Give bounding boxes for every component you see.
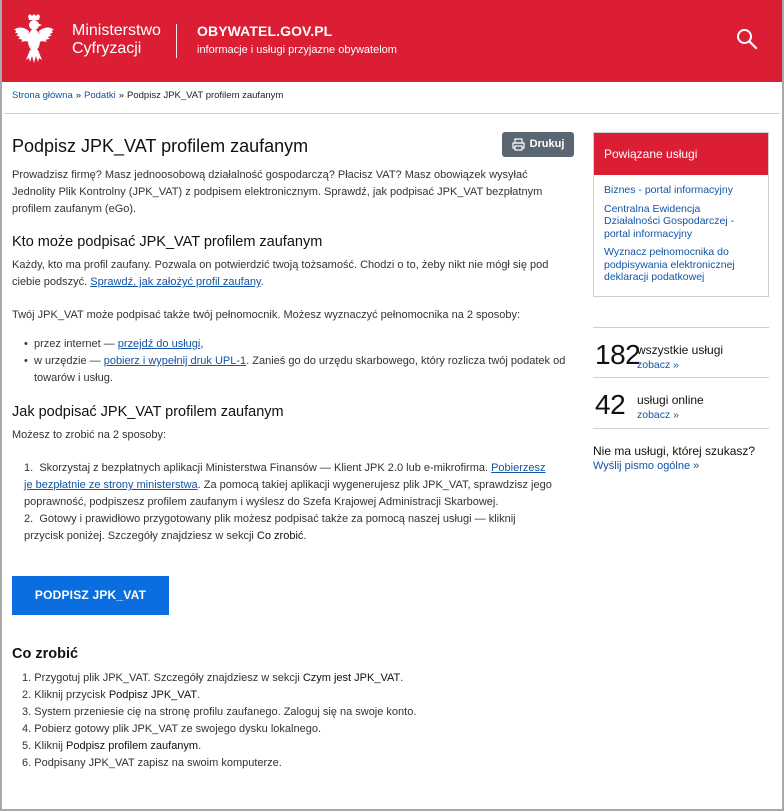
- go-to-service-link[interactable]: przejdź do usługi: [117, 338, 201, 350]
- list-item: 2. Kliknij przycisk Podpisz JPK_VAT.: [22, 689, 201, 701]
- todo2-end: .: [197, 689, 201, 701]
- breadcrumb-separator: »: [118, 90, 125, 101]
- related-services-heading: Powiązane usługi: [594, 133, 768, 175]
- list-item: [604, 184, 758, 197]
- step2-text: Gotowy i prawidłowo przygotowany plik możesz podpisać także za pomocą naszej usługi — kliknij przycisk poniżej. Szczegóły znajdziesz w sekcji: [24, 513, 516, 542]
- todo2-strong: Podpisz JPK_VAT: [108, 689, 198, 701]
- list-item: [604, 203, 758, 241]
- no-service-question: Nie ma usługi, której szukasz?: [593, 443, 756, 458]
- proxy-list: [12, 336, 577, 387]
- search-icon[interactable]: [736, 28, 758, 50]
- all-services-count: 182: [595, 338, 641, 370]
- proxy-office-text: w urzędzie —: [34, 355, 104, 367]
- list-item: [24, 353, 577, 387]
- online-services-count: 42: [595, 388, 626, 420]
- breadcrumb-current: Podpisz JPK_VAT profilem zaufanym: [127, 90, 284, 101]
- site-tagline: informacje i usługi przyjazne obywatelom: [197, 44, 397, 56]
- step1-end: . Za pomocą takiej aplikacji wygenerujesz plik JPK_VAT, sprawdzisz jego poprawność, podpiszesz profilem zaufanym i wyślesz do Szefa Krajowej Administracji Skarbowej.: [24, 479, 552, 508]
- all-services-stat: [593, 327, 769, 378]
- ministry-name[interactable]: [72, 22, 161, 58]
- list-item: [24, 460, 557, 511]
- step1-text: Skorzystaj z bezpłatnych aplikacji Ministerstwa Finansów — Klient JPK 2.0 lub e-mikrofirma.: [39, 462, 492, 474]
- todo-list: [12, 670, 577, 772]
- todo1-strong: Czym jest JPK_VAT: [302, 672, 401, 684]
- header-divider: [176, 24, 177, 58]
- how-heading: Jak podpisać JPK_VAT profilem zaufanym: [12, 404, 284, 420]
- page-title: Podpisz JPK_VAT profilem zaufanym: [12, 136, 309, 156]
- todo1-text: Przygotuj plik JPK_VAT. Szczegóły znajdziesz w sekcji: [34, 672, 303, 684]
- ministry-download-link[interactable]: Pobierzesz je bezpłatnie ze strony ministerstwa: [24, 462, 546, 491]
- related-services-box: [593, 132, 769, 297]
- breadcrumb-taxes[interactable]: Podatki: [84, 90, 116, 101]
- sign-jpk-vat-button[interactable]: PODPISZ JPK_VAT: [12, 576, 169, 615]
- who-paragraph: [12, 257, 567, 291]
- create-profile-link[interactable]: Sprawdź, jak założyć profil zaufany: [90, 276, 261, 288]
- proxy-online-end: ,: [200, 338, 204, 350]
- list-item: [604, 246, 758, 284]
- list-item: 5. Kliknij Podpisz profilem zaufanym.: [22, 740, 202, 752]
- who-p1-text: Każdy, kto ma profil zaufany. Pozwala on potwierdzić twoją tożsamość. Chodzi o to, żeby nikt nie mógł się pod ciebie podszyć.: [12, 259, 549, 288]
- related-link-ceidg[interactable]: Centralna Ewidencja Działalności Gospodarczej - portal informacyjny: [604, 202, 735, 240]
- proxy-office-end: . Zanieś go do urzędu skarbowego, który rozlicza twój podatek od towarów i usług.: [34, 355, 566, 384]
- upl1-form-link[interactable]: pobierz i wypełnij druk UPL-1: [103, 355, 247, 367]
- how-steps: [12, 460, 557, 545]
- todo1-end: .: [400, 672, 404, 684]
- related-link-proxy[interactable]: Wyznacz pełnomocnika do podpisywania elektronicznej deklaracji podatkowej: [604, 246, 735, 283]
- online-services-see-link[interactable]: zobacz »: [637, 408, 680, 421]
- todo5-end: .: [198, 740, 202, 752]
- proxy-online-text: przez internet —: [34, 338, 118, 350]
- how-intro: Możesz to zrobić na 2 sposoby:: [12, 429, 167, 441]
- who-p1-end: .: [260, 276, 264, 288]
- breadcrumb-divider: [4, 113, 780, 114]
- intro-text: Prowadzisz firmę? Masz jednoosobową działalność gospodarczą? Płacisz VAT? Masz obowiązek wysyłać Jednolity Plik Kontrolny (JPK_VAT) z podpisem elektronicznym. Sprawdź, jak podpisać JPK_VAT bezpłatnym profilem zaufanym (eGo).: [12, 169, 543, 215]
- list-item: [24, 336, 577, 353]
- todo5-text: Kliknij: [34, 740, 67, 752]
- site-name[interactable]: OBYWATEL.GOV.PL: [197, 23, 333, 39]
- ministry-line2: Cyfryzacji: [72, 40, 142, 57]
- list-item: 4. Pobierz gotowy plik JPK_VAT ze swojego dysku lokalnego.: [22, 723, 321, 735]
- proxy-paragraph: Twój JPK_VAT może podpisać także twój pełnomocnik. Możesz wyznaczyć pełnomocnika na 2 sposoby:: [12, 309, 521, 321]
- print-label: Drukuj: [529, 138, 565, 150]
- step-number: 1.: [24, 462, 34, 474]
- breadcrumb: [12, 90, 283, 101]
- eagle-emblem-icon[interactable]: [12, 14, 56, 64]
- breadcrumb-separator: »: [75, 90, 82, 101]
- list-item: 6. Podpisany JPK_VAT zapisz na swoim komputerze.: [22, 757, 282, 769]
- todo-heading: Co zrobić: [12, 646, 79, 662]
- print-button[interactable]: [502, 132, 574, 157]
- all-services-label: wszystkie usługi: [637, 342, 724, 357]
- ministry-line1: Ministerstwo: [72, 22, 161, 39]
- todo4-text: Pobierz gotowy plik JPK_VAT ze swojego dysku lokalnego.: [34, 723, 321, 735]
- printer-icon: [512, 138, 525, 151]
- who-heading: Kto może podpisać JPK_VAT profilem zaufanym: [12, 234, 323, 250]
- list-item: 1. Przygotuj plik JPK_VAT. Szczegóły znajdziesz w sekcji Czym jest JPK_VAT.: [22, 672, 404, 684]
- all-services-see-link[interactable]: zobacz »: [637, 358, 680, 371]
- online-services-label: usługi online: [637, 392, 704, 407]
- todo6-text: Podpisany JPK_VAT zapisz na swoim komputerze.: [34, 757, 282, 769]
- todo2-text: Kliknij przycisk: [34, 689, 109, 701]
- step-number: 2.: [24, 513, 34, 525]
- step2-strong: Co zrobić: [256, 530, 304, 542]
- online-services-stat: [593, 378, 769, 429]
- list-item: 3. System przeniesie cię na stronę profilu zaufanego. Zaloguj się na swoje konto.: [22, 706, 417, 718]
- step2-end: .: [303, 530, 307, 542]
- related-link-biznes[interactable]: Biznes - portal informacyjny: [604, 184, 733, 196]
- site-header: [2, 0, 782, 82]
- todo3-text: System przeniesie cię na stronę profilu zaufanego. Zaloguj się na swoje konto.: [34, 706, 417, 718]
- related-services-list: [594, 175, 768, 296]
- breadcrumb-home[interactable]: Strona główna: [12, 90, 73, 101]
- todo5-strong: Podpisz profilem zaufanym: [66, 740, 199, 752]
- sidebar: [593, 132, 769, 472]
- general-letter-link[interactable]: Wyślij pismo ogólne »: [593, 459, 700, 472]
- list-item: [24, 511, 557, 545]
- main-content: [12, 132, 577, 772]
